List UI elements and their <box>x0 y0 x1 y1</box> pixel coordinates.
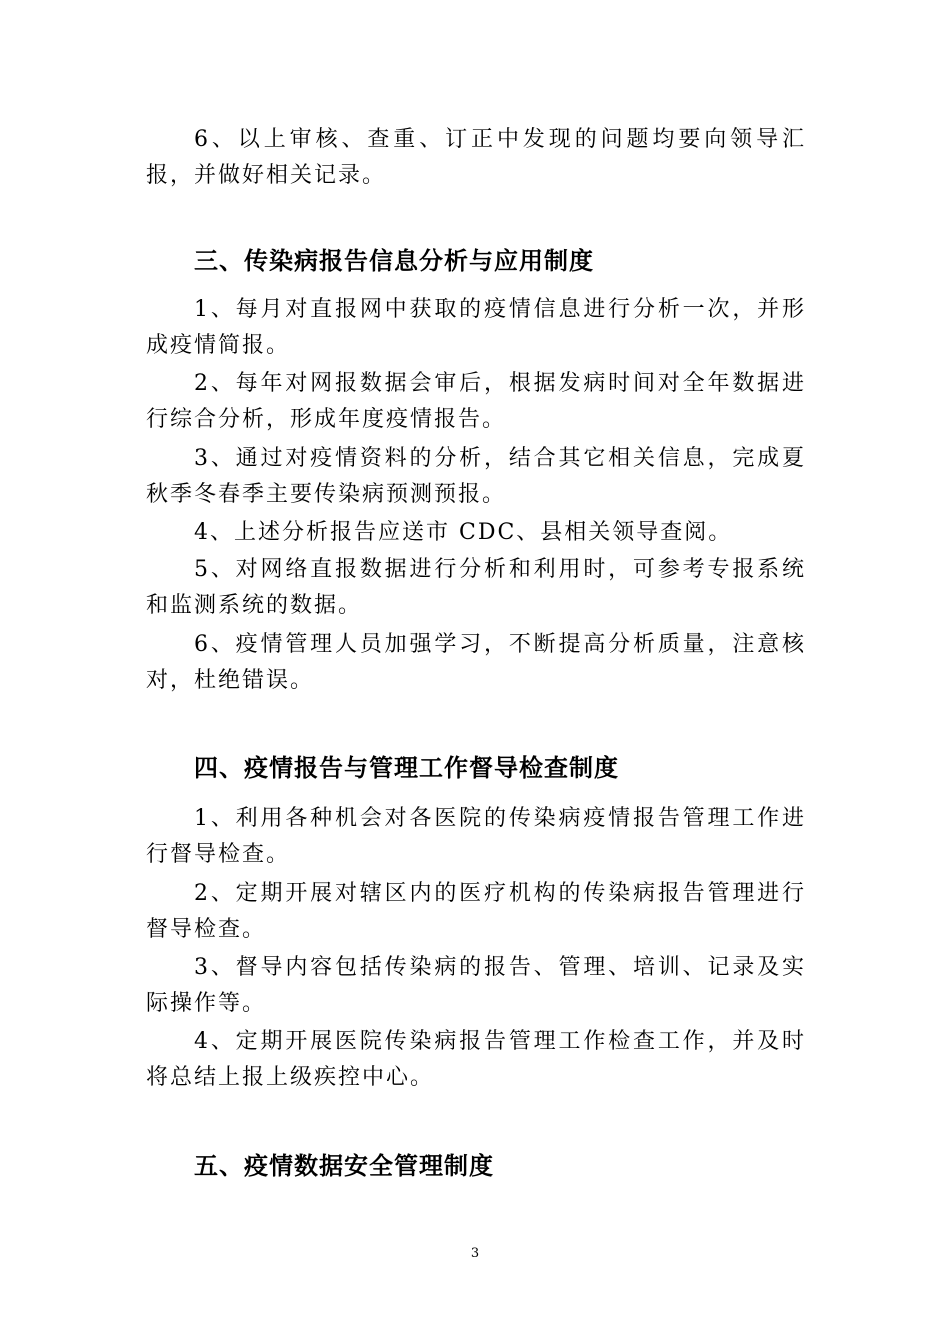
paragraph-analysis-item-6: 6、疫情管理人员加强学习，不断提高分析质量，注意核对，杜绝错误。 <box>146 632 806 693</box>
paragraph-analysis-item-3: 3、通过对疫情资料的分析，结合其它相关信息，完成夏秋季冬春季主要传染病预测预报。 <box>146 446 806 507</box>
paragraph-analysis-item-5: 5、对网络直报数据进行分析和利用时，可参考专报系统和监测系统的数据。 <box>146 557 806 618</box>
page-number: 3 <box>470 1246 480 1261</box>
paragraph-audit-item-6: 6、以上审核、查重、订正中发现的问题均要向领导汇报，并做好相关记录。 <box>146 127 806 188</box>
heading-section-4: 四、疫情报告与管理工作督导检查制度 <box>194 753 619 782</box>
paragraph-inspection-item-3: 3、督导内容包括传染病的报告、管理、培训、记录及实际操作等。 <box>146 955 806 1016</box>
paragraph-inspection-item-2: 2、定期开展对辖区内的医疗机构的传染病报告管理进行督导检查。 <box>146 881 806 942</box>
paragraph-inspection-item-4: 4、定期开展医院传染病报告管理工作检查工作，并及时将总结上报上级疾控中心。 <box>146 1029 806 1090</box>
paragraph-analysis-item-1: 1、每月对直报网中获取的疫情信息进行分析一次，并形成疫情简报。 <box>146 297 806 358</box>
paragraph-analysis-item-2: 2、每年对网报数据会审后，根据发病时间对全年数据进行综合分析，形成年度疫情报告。 <box>146 371 806 432</box>
paragraph-inspection-item-1: 1、利用各种机会对各医院的传染病疫情报告管理工作进行督导检查。 <box>146 806 806 867</box>
heading-section-3: 三、传染病报告信息分析与应用制度 <box>194 246 594 275</box>
heading-section-5: 五、疫情数据安全管理制度 <box>194 1151 494 1180</box>
paragraph-analysis-item-4: 4、上述分析报告应送市 CDC、县相关领导查阅。 <box>194 520 733 545</box>
